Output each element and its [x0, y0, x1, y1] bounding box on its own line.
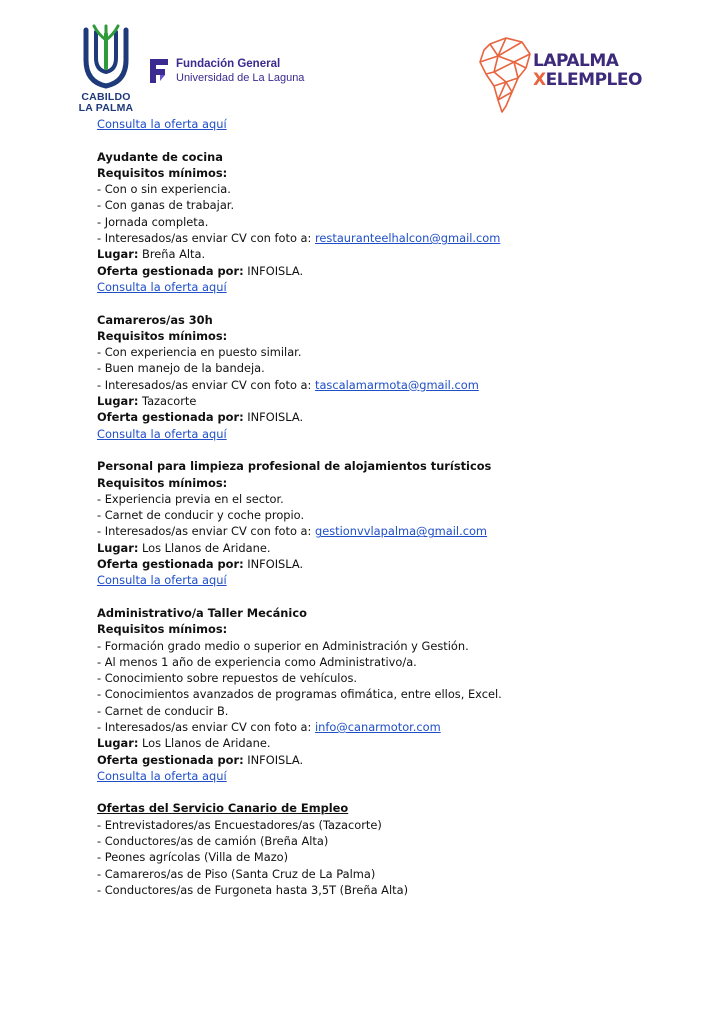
email-link[interactable]: tascalamarmota@gmail.com	[314, 377, 479, 392]
offers-document-body	[97, 116, 697, 898]
gestionada-label: Oferta gestionada por:	[97, 752, 244, 767]
gestionada-value: INFOISLA.	[243, 410, 304, 425]
lugar-value: Los Llanos de Aridane.	[138, 540, 271, 555]
requirement-item: - Carnet de conducir B.	[97, 703, 229, 718]
gestionada-value: INFOISLA.	[243, 557, 304, 572]
cv-text: - Interesados/as enviar CV con foto a:	[97, 719, 315, 734]
sce-section-title: Ofertas del Servicio Canario de Empleo	[97, 801, 349, 816]
lugar-value: Los Llanos de Aridane.	[138, 736, 271, 751]
requirement-item: - Formación grado medio o superior en Administración y Gestión.	[97, 638, 469, 653]
la-palma-island-icon	[476, 34, 534, 118]
requisitos-label: Requisitos mínimos:	[97, 475, 228, 490]
offer-limpieza-alojamientos	[97, 458, 697, 588]
requirement-item: - Con experiencia en puesto similar.	[97, 345, 302, 360]
cv-text: - Interesados/as enviar CV con foto a:	[97, 231, 315, 246]
gestionada-line	[97, 752, 697, 768]
sce-list-item: - Conductores/as de Furgoneta hasta 3,5T (Breña Alta)	[97, 882, 409, 897]
requirement-item: - Conocimiento sobre repuestos de vehículos.	[97, 671, 357, 686]
consulta-oferta-link-top[interactable]: Consulta la oferta aquí	[97, 117, 227, 131]
spacer	[97, 442, 697, 458]
offer-title: Ayudante de cocina	[97, 149, 223, 164]
lapalma-line1: LAPALMA	[533, 51, 619, 71]
cv-text: - Interesados/as enviar CV con foto a:	[97, 524, 315, 539]
requisitos-label: Requisitos mínimos:	[97, 165, 228, 180]
lugar-label: Lugar:	[97, 247, 139, 262]
fundacion-line2: Universidad de La Laguna	[176, 72, 305, 84]
gestionada-label: Oferta gestionada por:	[97, 263, 244, 278]
cabildo-line2: LA PALMA	[78, 102, 134, 114]
lugar-line	[97, 246, 697, 262]
email-link[interactable]: gestionvvlapalma@gmail.com	[314, 524, 488, 539]
sce-list-item: - Camareros/as de Piso (Santa Cruz de La Palma)	[97, 866, 376, 881]
offer-administrativo-taller	[97, 605, 697, 784]
lugar-label: Lugar:	[97, 736, 139, 751]
consulta-oferta-link[interactable]: Consulta la oferta aquí	[97, 279, 227, 294]
email-link[interactable]: restauranteelhalcon@gmail.com	[314, 231, 501, 246]
requirement-item: - Con o sin experiencia.	[97, 182, 231, 197]
requisitos-label: Requisitos mínimos:	[97, 328, 228, 343]
requirement-item: - Al menos 1 año de experiencia como Administrativo/a.	[97, 654, 417, 669]
offer-title: Administrativo/a Taller Mecánico	[97, 605, 307, 620]
requirement-item: - Carnet de conducir y coche propio.	[97, 508, 305, 523]
lugar-label: Lugar:	[97, 394, 139, 409]
cv-instructions	[97, 523, 697, 539]
consulta-oferta-link[interactable]: Consulta la oferta aquí	[97, 426, 227, 441]
fundacion-f-icon	[148, 57, 170, 85]
requirement-item: - Buen manejo de la bandeja.	[97, 361, 265, 376]
cabildo-wordmark	[74, 92, 138, 114]
requisitos-label: Requisitos mínimos:	[97, 622, 228, 637]
lapalma-line2	[533, 71, 642, 89]
cabildo-emblem-icon	[74, 24, 138, 92]
cv-instructions	[97, 377, 697, 393]
gestionada-value: INFOISLA.	[243, 752, 304, 767]
lapalma-x-el-empleo-logo	[476, 34, 666, 118]
spacer	[97, 784, 697, 800]
consulta-oferta-link[interactable]: Consulta la oferta aquí	[97, 573, 227, 588]
sce-list-item: - Conductores/as de camión (Breña Alta)	[97, 834, 329, 849]
page-header	[0, 0, 724, 118]
cabildo-line1: CABILDO	[81, 91, 131, 103]
cabildo-la-palma-logo	[74, 24, 138, 118]
lapalma-line2-text: ELEMPLEO	[545, 70, 642, 90]
lugar-line	[97, 540, 697, 556]
lugar-label: Lugar:	[97, 540, 139, 555]
gestionada-line	[97, 263, 697, 279]
offer-title: Camareros/as 30h	[97, 312, 213, 327]
requirement-item: - Conocimientos avanzados de programas ofimática, entre ellos, Excel.	[97, 687, 502, 702]
gestionada-value: INFOISLA.	[243, 263, 304, 278]
fundacion-general-logo	[148, 55, 318, 87]
gestionada-line	[97, 556, 697, 572]
lugar-value: Breña Alta.	[138, 247, 206, 262]
sce-list-item: - Peones agrícolas (Villa de Mazo)	[97, 850, 289, 865]
offer-ayudante-cocina	[97, 149, 697, 296]
consulta-oferta-link[interactable]: Consulta la oferta aquí	[97, 768, 227, 783]
gestionada-label: Oferta gestionada por:	[97, 557, 244, 572]
requirement-item: - Experiencia previa en el sector.	[97, 491, 284, 506]
cv-instructions	[97, 719, 697, 735]
lugar-line	[97, 735, 697, 751]
email-link[interactable]: info@canarmotor.com	[314, 719, 441, 734]
sce-offers-section	[97, 800, 697, 898]
spacer	[97, 589, 697, 605]
cv-text: - Interesados/as enviar CV con foto a:	[97, 377, 315, 392]
lapalma-x: X	[533, 70, 546, 90]
spacer	[97, 295, 697, 311]
offer-title: Personal para limpieza profesional de alojamientos turísticos	[97, 459, 492, 474]
cv-instructions	[97, 230, 697, 246]
spacer	[97, 132, 697, 148]
fundacion-line1: Fundación General	[176, 58, 281, 70]
requirement-item: - Con ganas de trabajar.	[97, 198, 235, 213]
requirement-item: - Jornada completa.	[97, 214, 209, 229]
gestionada-label: Oferta gestionada por:	[97, 410, 244, 425]
sce-list-item: - Entrevistadores/as Encuestadores/as (Tazacorte)	[97, 817, 382, 832]
offer-camareros	[97, 312, 697, 442]
lugar-value: Tazacorte	[138, 394, 197, 409]
lugar-line	[97, 393, 697, 409]
gestionada-line	[97, 409, 697, 425]
